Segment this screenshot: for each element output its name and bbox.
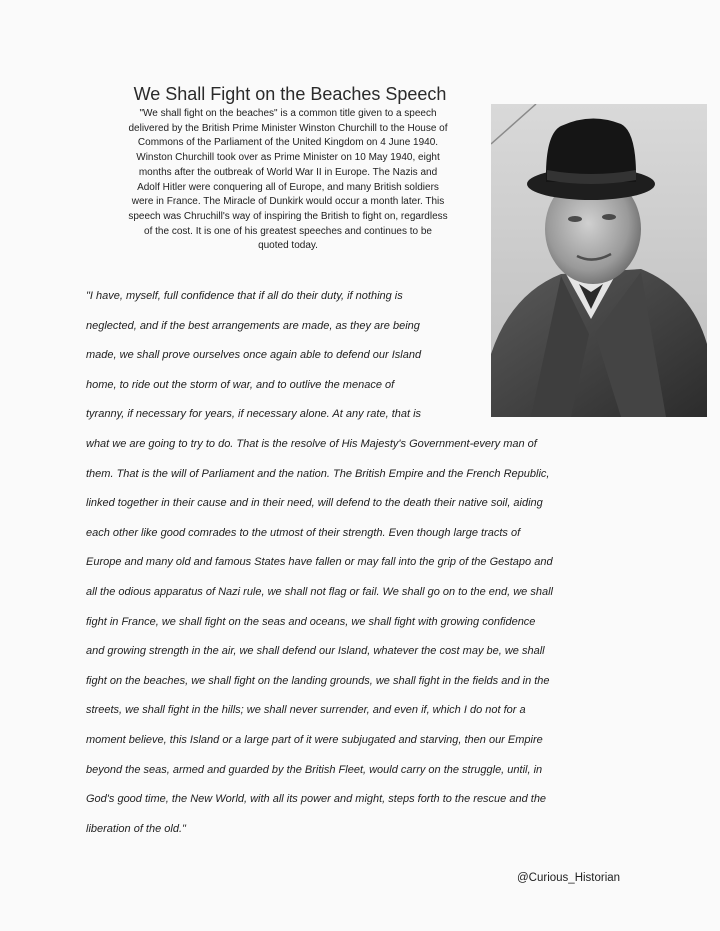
quote-line: neglected, and if the best arrangements are made, as they are being xyxy=(86,319,420,332)
intro-line: Winston Churchill took over as Prime Minister on 10 May 1940, eight xyxy=(136,152,440,164)
intro-line: delivered by the British Prime Minister Winston Churchill to the House of xyxy=(128,122,448,134)
quote-line: all the odious apparatus of Nazi rule, we shall not flag or fail. We shall go on to the end, we shall xyxy=(86,585,553,598)
page-title: We Shall Fight on the Beaches Speech xyxy=(133,84,447,104)
quote-line: God's good time, the New World, with all its power and might, steps forth to the rescue and the xyxy=(86,793,547,806)
intro-line: quoted today. xyxy=(258,240,318,252)
author-handle: @Curious_Historian xyxy=(517,872,621,884)
quote-line: tyranny, if necessary for years, if necessary alone. At any rate, that is xyxy=(86,408,422,421)
intro-line: months after the outbreak of World War II in Europe. The Nazis and xyxy=(138,166,438,178)
quote-line: moment believe, this Island or a large part of it were subjugated and starving, then our Empire xyxy=(86,733,543,746)
quote-line: streets, we shall fight in the hills; we shall never surrender, and even if, which I do not for a xyxy=(86,704,526,717)
intro-line: "We shall fight on the beaches" is a common title given to a speech xyxy=(139,108,437,119)
quote-line: fight in France, we shall fight on the seas and oceans, we shall fight with growing confidence xyxy=(86,615,536,628)
quote-line: each other like good comrades to the utmost of their strength. Even though large tracts of xyxy=(86,526,521,539)
quote-line: beyond the seas, armed and guarded by the British Fleet, would carry on the struggle, until, in xyxy=(86,763,543,776)
quote-line: what we are going to try to do. That is the resolve of His Majesty's Government-every man of xyxy=(86,437,537,450)
quote-line: made, we shall prove ourselves once again able to defend our Island xyxy=(86,349,422,362)
intro-line: of the cost. It is one of his greatest speeches and continues to be xyxy=(144,225,432,237)
quote-line: Europe and many old and famous States have fallen or may fall into the grip of the Gestapo and xyxy=(86,556,553,569)
quote-line: linked together in their cause and in their need, will defend to the death their native soil, aiding xyxy=(86,497,543,510)
intro-line: were in France. The Miracle of Dunkirk would occur a month later. This xyxy=(131,196,445,208)
intro-line: Adolf Hitler were conquering all of Europe, and many British soldiers xyxy=(137,181,439,193)
intro-line: Commons of the Parliament of the United Kingdom on 4 June 1940. xyxy=(137,137,439,149)
speech-quote xyxy=(86,282,642,844)
intro-line: speech was Chruchill's way of inspiring the British to fight on, regardless xyxy=(128,210,448,222)
quote-line: them. That is the will of Parliament and the nation. The British Empire and the French Republic, xyxy=(86,467,550,480)
quote-line: home, to ride out the storm of war, and to outlive the menace of xyxy=(86,378,395,391)
intro-paragraph xyxy=(80,107,496,254)
quote-line: liberation of the old." xyxy=(86,822,186,835)
quote-line: and growing strength in the air, we shall defend our Island, whatever the cost may be, we shall xyxy=(86,645,545,658)
quote-line: fight on the beaches, we shall fight on the landing grounds, we shall fight in the fields and in the xyxy=(86,674,550,687)
quote-line: "I have, myself, full confidence that if all do their duty, if nothing is xyxy=(86,290,403,302)
